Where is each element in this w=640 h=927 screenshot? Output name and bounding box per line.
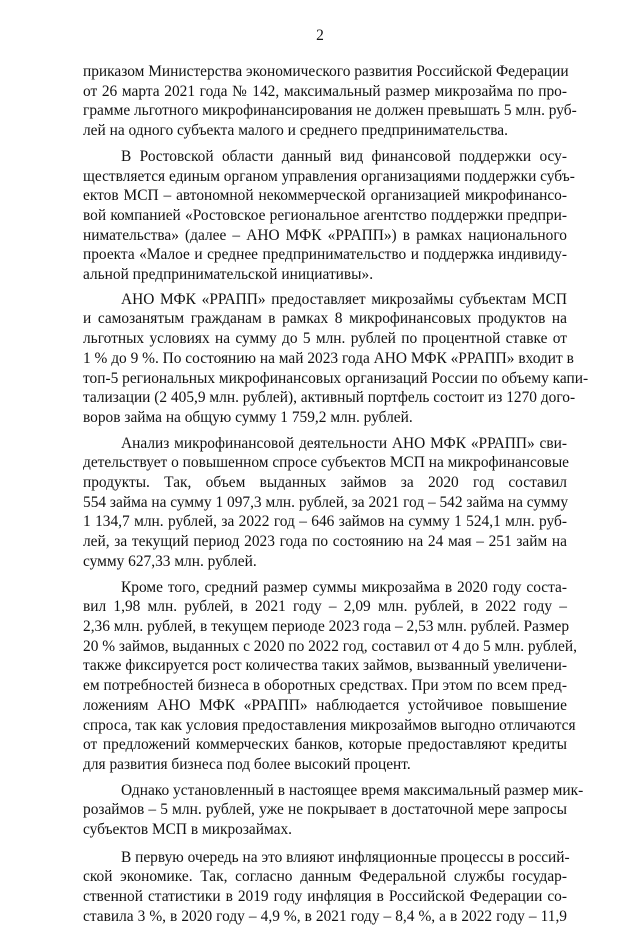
text-line: вой компанией «Ростовское региональное агентство поддержки предпри- <box>83 206 567 224</box>
text-line: 554 займа на сумму 1 097,3 млн. рублей, за 2021 год – 542 займа на сумму <box>83 493 569 511</box>
text-line: Однако установленный в настоящее время максимальный размер мик- <box>121 781 584 799</box>
text-line: ложениям АНО МФК «РРАПП» наблюдается устойчивое повышение <box>83 696 567 714</box>
text-line: грамме льготного микрофинансирования не должен превышать 5 млн. руб- <box>83 102 577 120</box>
text-line: вил 1,98 млн. рублей, в 2021 году – 2,09 млн. рублей, в 2022 году – <box>83 598 567 616</box>
text-line: топ-5 региональных микрофинансовых организаций России по объему капи- <box>83 369 589 387</box>
document-body <box>83 62 589 927</box>
paragraph-inflation <box>83 848 570 927</box>
text-line: лей на одного субъекта малого и среднего предпринимательства. <box>83 122 508 140</box>
text-line: для развития бизнеса под более высокий процент. <box>83 755 411 773</box>
text-line: альной предпринимательской инициативы». <box>83 266 374 284</box>
text-line: Кроме того, средний размер суммы микрозайма в 2020 году соста- <box>121 578 567 596</box>
text-line: лей, за текущий период 2023 года по состоянию на 24 мая – 251 займ на <box>83 533 567 551</box>
text-line: Анализ микрофинансовой деятельности АНО МФК «РРАПП» сви- <box>121 434 567 452</box>
text-line: нимательства» (далее – АНО МФК «РРАПП») в рамках национального <box>83 226 567 244</box>
paragraph-loan-analysis <box>83 434 567 572</box>
text-line: ставила 3 %, в 2020 году – 4,9 %, в 2021 году – 8,4 %, а в 2022 году – 11,9 <box>83 907 567 925</box>
text-line: сумму 627,33 млн. рублей. <box>83 552 257 570</box>
text-line: 1 134,7 млн. рублей, за 2022 год – 646 займов на сумму 1 524,1 млн. руб- <box>83 513 567 531</box>
text-line: розаймов – 5 млн. рублей, уже не покрывает в достаточной мере запросы <box>83 801 567 819</box>
paragraph-average-loan-size <box>83 578 577 775</box>
paragraph-rostov-support <box>83 147 575 285</box>
text-line: от 26 марта 2021 года № 142, максимальный размер микрозайма по про- <box>83 82 567 100</box>
text-line: также фиксируется рост количества таких займов, вызванный увеличени- <box>83 657 567 675</box>
text-line: ем потребностей бизнеса в оборотных средствах. При этом по всем пред- <box>83 677 567 695</box>
text-line: спроса, так как условия предоставления микрозаймов выгодно отличаются <box>83 716 576 734</box>
text-line: воров займа на общую сумму 1 759,2 млн. рублей. <box>83 408 413 426</box>
text-line: ской экономике. Так, согласно данным Федеральной службы государ- <box>83 868 567 886</box>
text-line: В Ростовской области данный вид финансовой поддержки осу- <box>121 147 567 165</box>
paragraph-max-loan-limit <box>83 781 584 840</box>
paragraph-rrapp-loans <box>83 290 589 428</box>
text-line: В первую очередь на это влияют инфляционные процессы в россий- <box>121 848 570 866</box>
text-line: субъектов МСП в микрозаймах. <box>83 821 292 839</box>
text-line: 20 % займов, выданных с 2020 по 2022 год, составил от 4 до 5 млн. рублей, <box>83 637 577 655</box>
paragraph-order-reference <box>83 62 577 141</box>
text-line: приказом Министерства экономического развития Российской Федерации <box>83 63 569 80</box>
text-line: ществляется единым органом управления организациями поддержки субъ- <box>83 167 575 185</box>
text-line: продукты. Так, объем выданных займов за 2020 год составил <box>83 474 567 492</box>
text-line: детельствует о повышенном спросе субъектов МСП на микрофинансовые <box>83 454 569 472</box>
text-line: 2,36 млн. рублей, в текущем периоде 2023 года – 2,53 млн. рублей. Размер <box>83 617 570 635</box>
text-line: проекта «Малое и среднее предпринимательство и поддержка индивиду- <box>83 246 567 264</box>
text-line: льготных условиях на сумму до 5 млн. рублей по процентной ставке от <box>83 330 567 348</box>
text-line: АНО МФК «РРАПП» предоставляет микрозаймы субъектам МСП <box>121 290 567 308</box>
text-line: 1 % до 9 %. По состоянию на май 2023 года АНО МФК «РРАПП» входит в <box>83 349 574 367</box>
page-number: 2 <box>316 27 324 44</box>
text-line: от предложений коммерческих банков, которые предоставляют кредиты <box>83 736 567 754</box>
text-line: ектов МСП – автономной некоммерческой организацией микрофинансо- <box>83 187 567 205</box>
text-line: и самозанятым гражданам в рамках 8 микрофинансовых продуктов на <box>83 310 567 328</box>
text-line: тализации (2 405,9 млн. рублей), активный портфель состоит из 1270 дого- <box>83 389 576 407</box>
text-line: ственной статистики в 2019 году инфляция в Российской Федерации со- <box>83 888 567 906</box>
